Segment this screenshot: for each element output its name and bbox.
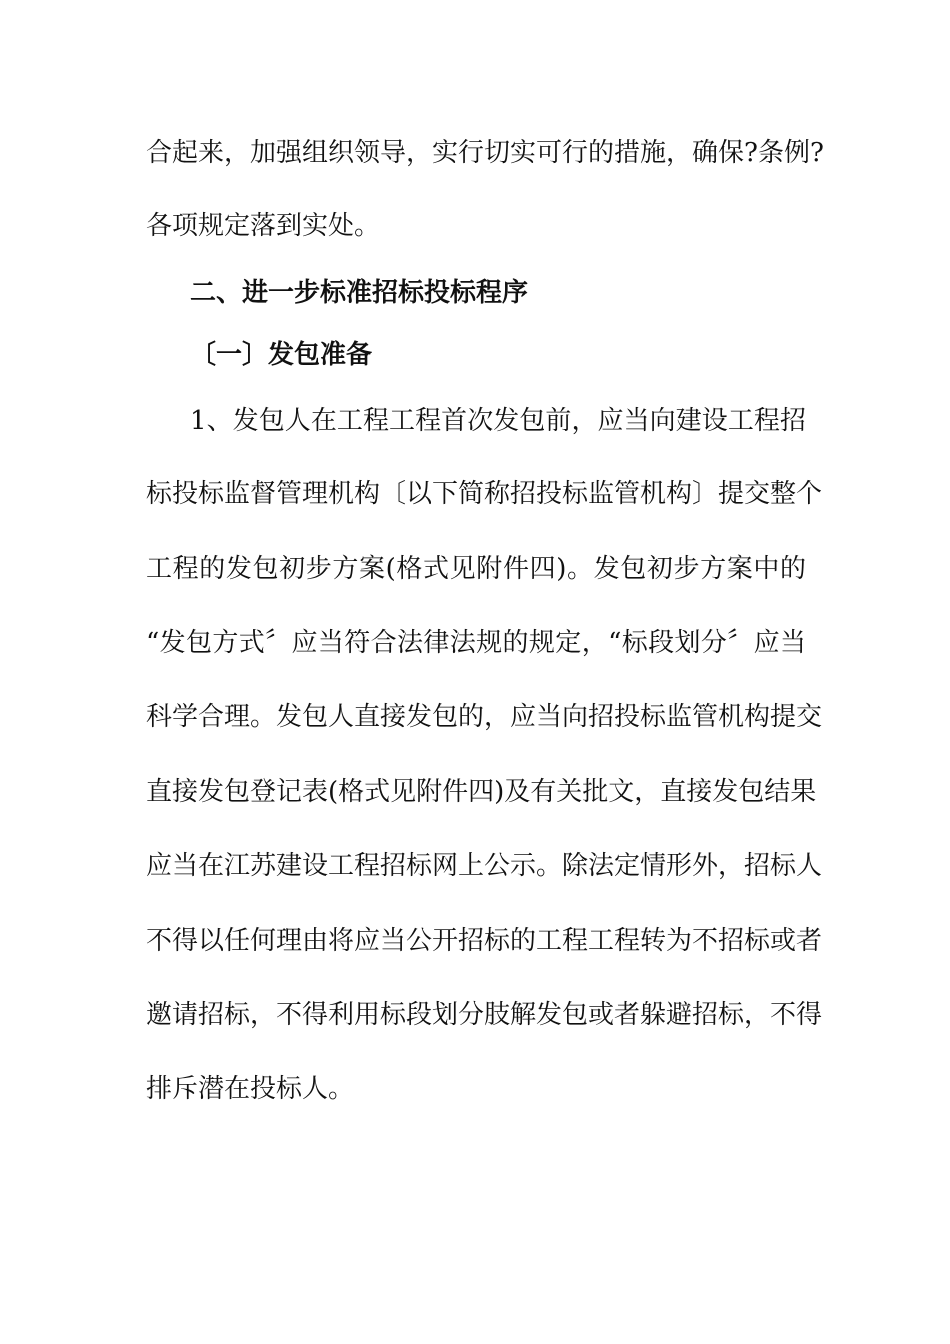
paragraph-line-1: 合起来，加强组织领导，实行切实可行的措施，确保?条例? xyxy=(146,138,824,168)
paragraph-line-2: 各项规定落到实处。 xyxy=(146,211,381,241)
paragraph-line-10: 不得以任何理由将应当公开招标的工程工程转为不招标或者 xyxy=(146,926,823,956)
paragraph-line-11: 邀请招标，不得利用标段划分肢解发包或者躲避招标，不得 xyxy=(146,1000,823,1030)
paragraph-line-6: “发包方式〞应当符合法律法规的规定，“标段划分〞应当 xyxy=(146,628,806,658)
section-heading: 二、进一步标准招标投标程序 xyxy=(190,278,529,308)
paragraph-line-3: 1、发包人在工程工程首次发包前，应当向建设工程招 xyxy=(190,406,806,436)
subsection-heading: 〔一〕发包准备 xyxy=(190,340,373,370)
paragraph-line-9: 应当在江苏建设工程招标网上公示。除法定情形外，招标人 xyxy=(146,851,823,881)
paragraph-line-5: 工程的发包初步方案(格式见附件四)。发包初步方案中的 xyxy=(146,554,806,584)
paragraph-line-12: 排斥潜在投标人。 xyxy=(146,1074,355,1104)
paragraph-line-4: 标投标监督管理机构〔以下简称招投标监管机构〕提交整个 xyxy=(146,479,823,509)
paragraph-line-8: 直接发包登记表(格式见附件四)及有关批文，直接发包结果 xyxy=(146,777,817,807)
paragraph-line-7: 科学合理。发包人直接发包的，应当向招投标监管机构提交 xyxy=(146,702,823,732)
